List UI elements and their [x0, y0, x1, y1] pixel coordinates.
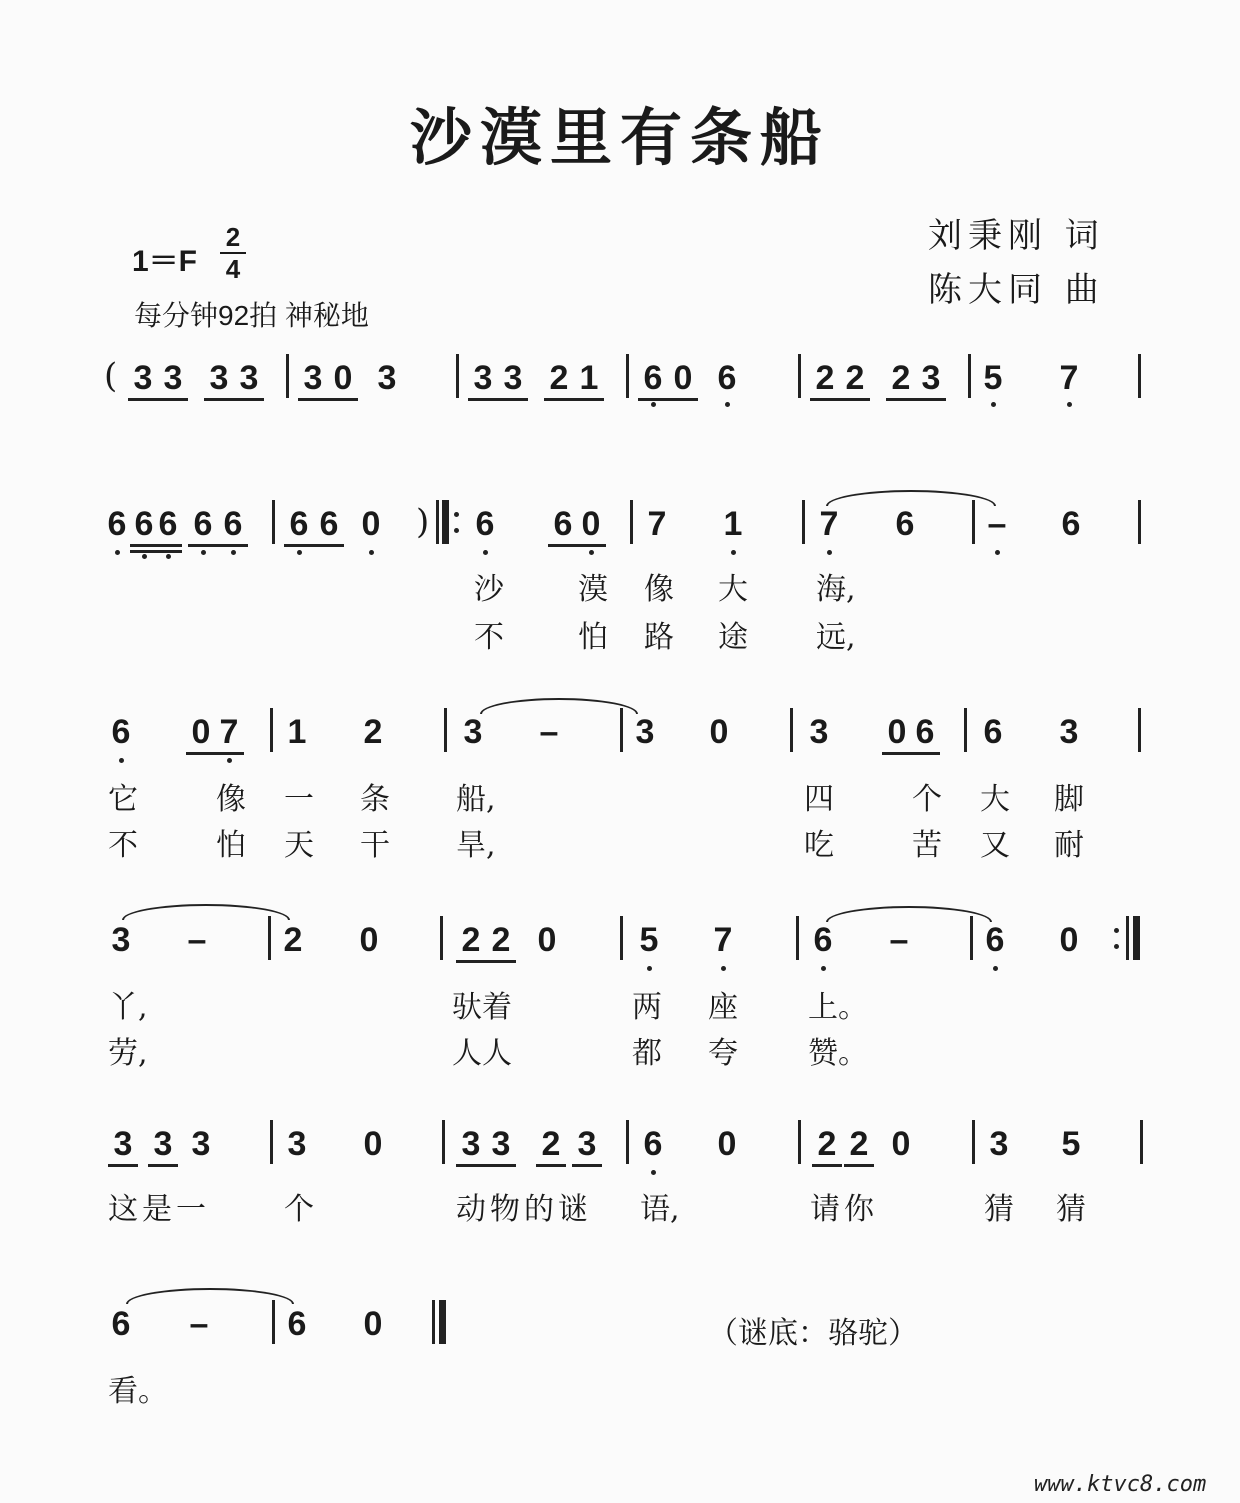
lyric: 路 — [644, 620, 674, 655]
note: 6 — [550, 504, 576, 544]
lyric: 劳, — [108, 1036, 148, 1071]
note: 3 — [130, 358, 156, 398]
bar-line — [270, 1120, 273, 1164]
lyric: 大 — [718, 572, 748, 607]
note: 5 — [1061, 1125, 1081, 1163]
lyric: 干 — [360, 828, 390, 863]
note: 6 — [643, 1125, 663, 1163]
lyric: 驮着 — [452, 990, 512, 1025]
bar-line — [272, 1300, 275, 1344]
watermark: www.ktvc8.com — [1034, 1472, 1207, 1497]
note: 0 — [330, 358, 356, 398]
note: 1 — [723, 505, 743, 543]
open-paren: ( — [104, 356, 118, 396]
note: – — [987, 505, 1007, 543]
bar-line — [620, 708, 623, 752]
note: 0 — [537, 921, 557, 959]
meter-top: 2 — [225, 222, 241, 252]
lyricist-credit: 刘秉刚 词 — [928, 216, 1105, 256]
lyric: 像 — [644, 572, 674, 607]
note: 2 — [842, 358, 868, 398]
note: 3 — [635, 713, 655, 751]
note: 2 — [488, 920, 514, 960]
note: 3 — [111, 921, 131, 959]
repeat-dot — [454, 528, 459, 533]
lyric: 远, — [816, 620, 856, 655]
composer-credit: 陈大同 曲 — [928, 270, 1105, 310]
note: 2 — [888, 358, 914, 398]
note: 0 — [884, 712, 910, 752]
note: 7 — [216, 712, 242, 752]
bar-line — [1138, 708, 1141, 752]
low-octave-dot — [201, 550, 206, 555]
note: 3 — [160, 358, 186, 398]
lyric: 船, — [456, 782, 496, 817]
low-octave-dot — [227, 758, 232, 763]
lyric: 天 — [284, 828, 314, 863]
page-title: 沙漠里有条船 — [409, 101, 830, 174]
note: 3 — [377, 359, 397, 397]
dash: – — [189, 1305, 209, 1343]
note: 3 — [1059, 713, 1079, 751]
lyric: 猜 — [984, 1192, 1014, 1227]
lyric: 不 — [474, 620, 504, 655]
time-signature — [220, 224, 246, 282]
note: 3 — [236, 358, 262, 398]
low-octave-dot — [827, 550, 832, 555]
lyric: 这是一 — [108, 1192, 210, 1227]
lyric: 吃 — [804, 828, 834, 863]
bar-line — [268, 916, 271, 960]
lyric: 都 — [632, 1036, 662, 1071]
note: 3 — [918, 358, 944, 398]
key-signature: 1＝F — [132, 245, 198, 278]
note: 6 — [985, 921, 1005, 959]
note: 7 — [1059, 359, 1079, 397]
note: 6 — [220, 504, 246, 544]
note: 2 — [283, 921, 303, 959]
note: 2 — [812, 358, 838, 398]
lyric: 旱, — [456, 828, 496, 863]
lyric: 怕 — [578, 620, 608, 655]
low-octave-dot — [647, 966, 652, 971]
bar-line — [270, 708, 273, 752]
low-octave-dot — [589, 550, 594, 555]
tie — [126, 1288, 294, 1304]
low-octave-dot — [991, 402, 996, 407]
note: 0 — [670, 358, 696, 398]
lyric: 怕 — [216, 828, 246, 863]
note: 3 — [110, 1124, 136, 1164]
low-octave-dot — [166, 554, 171, 559]
note: 6 — [286, 504, 312, 544]
note: 3 — [463, 713, 483, 751]
lyric: 请你 — [810, 1192, 878, 1227]
lyric: 大 — [980, 782, 1010, 817]
note: 3 — [470, 358, 496, 398]
low-octave-dot — [731, 550, 736, 555]
note: 6 — [107, 505, 127, 543]
bar-line — [972, 1120, 975, 1164]
lyric: 赞。 — [808, 1036, 868, 1071]
low-octave-dot — [821, 966, 826, 971]
bar-line — [272, 500, 275, 544]
lyric: 它 — [108, 782, 138, 817]
note: 3 — [488, 1124, 514, 1164]
note: 0 — [363, 1125, 383, 1163]
note: 7 — [819, 505, 839, 543]
note: 0 — [717, 1125, 737, 1163]
lyric: 沙 — [474, 572, 504, 607]
note: 3 — [989, 1125, 1009, 1163]
low-octave-dot — [119, 758, 124, 763]
note: 0 — [709, 713, 729, 751]
low-octave-dot — [297, 550, 302, 555]
note: 2 — [363, 713, 383, 751]
lyric: 耐 — [1054, 828, 1084, 863]
bar-line — [456, 354, 459, 398]
note: 6 — [813, 921, 833, 959]
note: 1 — [576, 358, 602, 398]
lyric: 海, — [816, 572, 856, 607]
note: 6 — [717, 359, 737, 397]
note: 6 — [983, 713, 1003, 751]
low-octave-dot — [995, 550, 1000, 555]
note: 0 — [359, 921, 379, 959]
final-bar-thin — [432, 1300, 435, 1344]
lyric: 不 — [108, 828, 138, 863]
lyric: 像 — [216, 782, 246, 817]
bar-line — [626, 354, 629, 398]
low-octave-dot — [651, 402, 656, 407]
note: 1 — [287, 713, 307, 751]
lyric: 猜 — [1056, 1192, 1086, 1227]
lyric: 人人 — [452, 1036, 512, 1071]
lyric: 丫, — [108, 990, 148, 1025]
lyric: 动物的谜 — [456, 1192, 592, 1227]
note: 3 — [150, 1124, 176, 1164]
repeat-start-thick — [442, 500, 449, 544]
note: 0 — [361, 505, 381, 543]
note: 6 — [1061, 505, 1081, 543]
bar-line — [802, 500, 805, 544]
repeat-dot — [454, 512, 459, 517]
note: 0 — [1059, 921, 1079, 959]
bar-line — [972, 500, 975, 544]
bar-line — [286, 354, 289, 398]
bar-line — [626, 1120, 629, 1164]
repeat-start-thin — [436, 500, 439, 544]
note: 3 — [287, 1125, 307, 1163]
low-octave-dot — [369, 550, 374, 555]
low-octave-dot — [142, 554, 147, 559]
lyric: 条 — [360, 782, 390, 817]
note: 2 — [458, 920, 484, 960]
note: 2 — [846, 1124, 872, 1164]
lyric: 个 — [284, 1192, 314, 1227]
bar-line — [968, 354, 971, 398]
note: 0 — [578, 504, 604, 544]
note: 6 — [156, 504, 180, 544]
repeat-dot — [1114, 944, 1119, 949]
note: 6 — [111, 1305, 131, 1343]
note: 6 — [640, 358, 666, 398]
note: 5 — [983, 359, 1003, 397]
lyric: 途 — [718, 620, 748, 655]
bar-line — [1138, 500, 1141, 544]
bar-line — [796, 916, 799, 960]
final-bar-thick — [439, 1300, 446, 1344]
note: 2 — [546, 358, 572, 398]
lyric: 一 — [284, 782, 314, 817]
meter-bottom: 4 — [225, 254, 241, 284]
lyric: 苦 — [912, 828, 942, 863]
bar-line — [440, 916, 443, 960]
note: 7 — [647, 505, 667, 543]
repeat-end-thin — [1126, 916, 1129, 960]
bar-line — [1140, 1120, 1143, 1164]
note: 0 — [891, 1125, 911, 1163]
bar-line — [620, 916, 623, 960]
dash: – — [889, 921, 909, 959]
tempo-marking: 每分钟92拍 神秘地 — [134, 300, 369, 331]
dash: – — [187, 921, 207, 959]
low-octave-dot — [115, 550, 120, 555]
low-octave-dot — [651, 1170, 656, 1175]
bar-line — [630, 500, 633, 544]
note: 3 — [809, 713, 829, 751]
tie — [122, 904, 290, 920]
bar-line — [444, 708, 447, 752]
lyric: 四 — [804, 782, 834, 817]
note: 7 — [713, 921, 733, 959]
bar-line — [442, 1120, 445, 1164]
lyric: 上。 — [808, 990, 868, 1025]
low-octave-dot — [1067, 402, 1072, 407]
riddle-answer: （谜底：骆驼） — [708, 1317, 918, 1350]
note: 6 — [111, 713, 131, 751]
lyric: 漠 — [578, 572, 608, 607]
lyric: 座 — [708, 990, 738, 1025]
note: 3 — [574, 1124, 600, 1164]
note: 6 — [190, 504, 216, 544]
low-octave-dot — [725, 402, 730, 407]
lyric: 夸 — [708, 1036, 738, 1071]
note: 3 — [300, 358, 326, 398]
dash: – — [539, 713, 559, 751]
low-octave-dot — [231, 550, 236, 555]
note: 3 — [458, 1124, 484, 1164]
note: 6 — [316, 504, 342, 544]
lyric: 语, — [640, 1192, 680, 1227]
note: 3 — [206, 358, 232, 398]
note: 6 — [287, 1305, 307, 1343]
lyric: 两 — [632, 990, 662, 1025]
lyric: 脚 — [1054, 782, 1084, 817]
bar-line — [1138, 354, 1141, 398]
lyric: 又 — [980, 828, 1010, 863]
note: 0 — [188, 712, 214, 752]
low-octave-dot — [721, 966, 726, 971]
bar-line — [798, 354, 801, 398]
bar-line — [790, 708, 793, 752]
low-octave-dot — [993, 966, 998, 971]
note: 6 — [475, 505, 495, 543]
repeat-end-thick — [1133, 916, 1140, 960]
note: 3 — [191, 1125, 211, 1163]
bar-line — [964, 708, 967, 752]
note: 2 — [814, 1124, 840, 1164]
dash: 6 — [895, 505, 915, 543]
note: 6 — [132, 504, 156, 544]
low-octave-dot — [483, 550, 488, 555]
close-paren: ) — [416, 502, 430, 542]
note: 6 — [912, 712, 938, 752]
note: 2 — [538, 1124, 564, 1164]
lyric: 看。 — [108, 1374, 168, 1409]
bar-line — [798, 1120, 801, 1164]
repeat-dot — [1114, 928, 1119, 933]
note: 3 — [500, 358, 526, 398]
lyric: 个 — [912, 782, 942, 817]
note: 0 — [363, 1305, 383, 1343]
bar-line — [970, 916, 973, 960]
note: 5 — [639, 921, 659, 959]
